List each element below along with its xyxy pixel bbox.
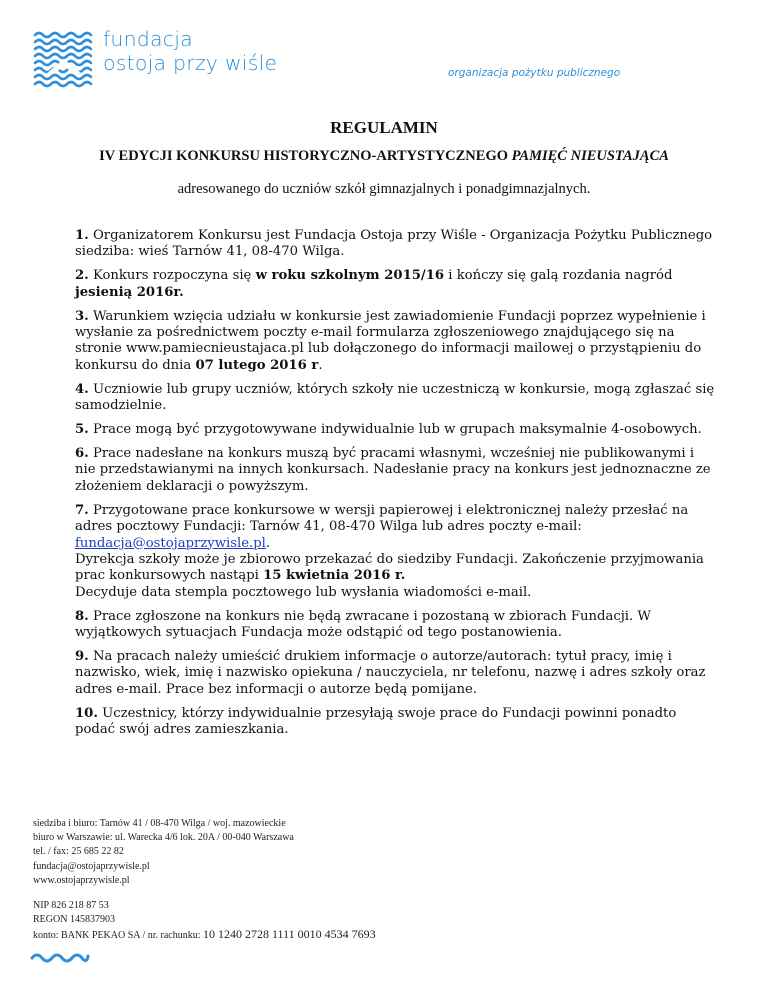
- footer-email[interactable]: fundacja@ostojaprzywisle.pl: [33, 860, 150, 872]
- rule-number: 8.: [75, 608, 89, 624]
- rule-emphasis: 15 kwietnia 2016 r.: [263, 568, 406, 584]
- account-label: konto: BANK PEKAO SA / nr. rachunku:: [33, 930, 203, 942]
- rule-number: 5.: [75, 422, 89, 438]
- footer-warsaw-office: biuro w Warszawie: ul. Warecka 4/6 lok. 20A / 00-040 Warszawa: [33, 832, 294, 844]
- rule-number: 10.: [75, 705, 98, 721]
- logo-line-1: fundacja: [103, 27, 193, 51]
- rule-emphasis: jesienią 2016r.: [75, 284, 184, 300]
- rule-number: 6.: [75, 445, 89, 461]
- rule-emphasis: 07 lutego 2016 r: [195, 357, 319, 373]
- rule-text: .: [318, 357, 323, 373]
- footer-website[interactable]: www.ostojaprzywisle.pl: [33, 874, 130, 886]
- rule-emphasis: w roku szkolnym 2015/16: [255, 268, 445, 284]
- logo-line-2: ostoja przy wiśle: [103, 51, 278, 75]
- rule-text: Konkurs rozpoczyna się: [92, 268, 256, 284]
- tagline: organizacja pożytku publicznego: [448, 67, 621, 79]
- footer-account: [33, 927, 376, 943]
- rules-list: [75, 228, 715, 746]
- rule-text: .: [265, 535, 271, 551]
- rule-1: [75, 228, 715, 261]
- rule-text: Organizatorem Konkursu jest Fundacja Ostoja przy Wiśle - Organizacja Pożytku Publicznego: [92, 228, 713, 243]
- rule-text: Przygotowane prace konkursowe w wersji papierowej i elektronicznej należy przesłać na adres pocztowy Fundacji: Tarnów 41, 08-470 Wilga lub adres poczty e-mail:: [75, 502, 689, 535]
- rule-5: [75, 422, 715, 438]
- rule-6: [75, 446, 715, 495]
- footer-address: siedziba i biuro: Tarnów 41 / 08-470 Wilga / woj. mazowieckie: [33, 818, 286, 829]
- rule-10: [75, 706, 715, 739]
- rule-number: 3.: [75, 308, 89, 324]
- rule-text: Dyrekcja szkoły może je zbiorowo przekazać do siedziby Fundacji. Zakończenie przyjmowania prac konkursowych nastąpi: [75, 551, 704, 584]
- audience-line: adresowanego do uczniów szkół gimnazjalnych i ponadgimnazjalnych.: [177, 181, 591, 197]
- footer-regon: REGON 145837903: [33, 914, 115, 926]
- rule-4: [75, 382, 715, 415]
- document-subtitle: [60, 148, 708, 164]
- footer: [33, 817, 376, 944]
- document-title: REGULAMIN: [330, 118, 438, 137]
- rule-number: 7.: [75, 502, 89, 518]
- rule-text: Uczestnicy, którzy indywidualnie przesyłają swoje prace do Fundacji powinni ponadto podać swój adres zamieszkania.: [75, 705, 677, 738]
- footer-nip: NIP 826 218 87 53: [33, 900, 109, 912]
- foundation-logo-icon: [33, 29, 95, 91]
- competition-name: PAMIĘĆ NIEUSTAJĄCA: [511, 148, 669, 164]
- rule-number: 4.: [75, 381, 89, 397]
- rule-text: Na pracach należy umieścić drukiem informacje o autorze/autorach: tytuł pracy, imię i nazwisko, wiek, imię i nazwisko opiekuna / nauczyciela, nr telefonu, nazwę i adres szkoły oraz adres e-mail. Prace bez informacji o autorze będą pomijane.: [75, 648, 706, 697]
- rule-text: Prace mogą być przygotowywane indywidualnie lub w grupach maksymalnie 4-osobowych.: [92, 422, 702, 438]
- wave-decoration-icon: [30, 950, 90, 964]
- rule-text: Decyduje data stempla pocztowego lub wysłania wiadomości e-mail.: [75, 584, 532, 600]
- rule-text: Uczniowie lub grupy uczniów, których szkoły nie uczestniczą w konkursie, mogą zgłaszać się samodzielnie.: [75, 381, 715, 414]
- subtitle-text: IV EDYCJI KONKURSU HISTORYCZNO-ARTYSTYCZNEGO: [99, 148, 512, 164]
- rule-number: 1.: [75, 228, 89, 243]
- rule-7: [75, 503, 715, 601]
- rule-text: Prace nadesłane na konkurs muszą być pracami własnymi, wcześniej nie publikowanymi i nie przedstawianymi na innych konkursach. Nadesłanie pracy na konkurs jest jednoznaczne ze złożeniem deklaracji o powyższym.: [75, 445, 711, 494]
- rule-3: [75, 309, 715, 375]
- email-link[interactable]: fundacja@ostojaprzywisle.pl: [75, 535, 266, 551]
- rule-number: 2.: [75, 268, 89, 284]
- rule-text: Prace zgłoszone na konkurs nie będą zwracane i pozostaną w zbiorach Fundacji. W wyjątkowych sytuacjach Fundacja może odstąpić od tego postanowienia.: [75, 608, 651, 641]
- rule-text: Warunkiem wzięcia udziału w konkursie jest zawiadomienie Fundacji poprzez wypełnienie i wysłanie za pośrednictwem poczty e-mail formularza zgłoszeniowego znajdującego się na stronie www.pamiecnieustajaca.pl lub dołączonego do informacji mailowej o przystąpieniu do konkursu do dnia: [75, 308, 706, 373]
- account-number: 10 1240 2728 1111 0010 4534 7693: [203, 927, 376, 942]
- rule-number: 9.: [75, 648, 89, 664]
- rule-text: siedziba: wieś Tarnów 41, 08-470 Wilga.: [75, 244, 345, 260]
- logo-wordmark: [103, 27, 277, 75]
- rule-8: [75, 609, 715, 642]
- footer-phone: tel. / fax: 25 685 22 82: [33, 846, 124, 858]
- rule-9: [75, 649, 715, 698]
- rule-text: i kończy się galą rozdania nagród: [444, 268, 673, 284]
- rule-2: [75, 268, 715, 301]
